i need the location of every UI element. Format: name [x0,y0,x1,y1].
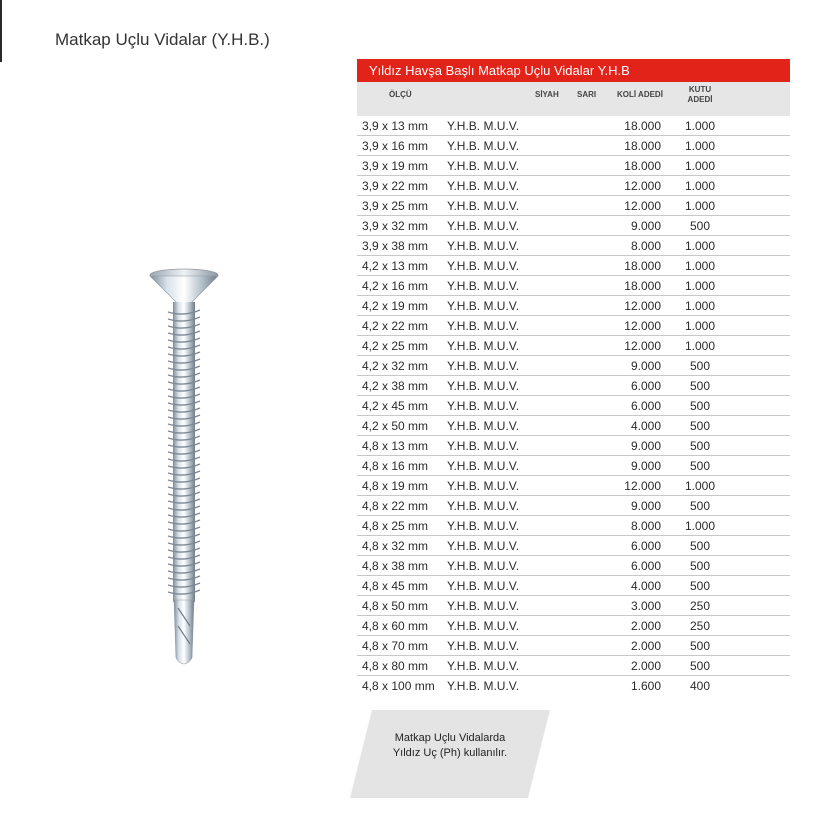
row-kutu-cell: 500 [689,539,711,553]
table-row [357,156,790,176]
row-code-cell: Y.H.B. M.U.V. [447,119,520,133]
row-code-cell: Y.H.B. M.U.V. [447,159,520,173]
table-row [357,376,790,396]
row-size-cell: 4,8 x 60 mm [362,619,429,633]
table-row [357,316,790,336]
row-code-cell: Y.H.B. M.U.V. [447,659,520,673]
row-code-cell: Y.H.B. M.U.V. [447,639,520,653]
row-koli-cell: 9.000 [630,219,661,233]
row-koli-cell: 12.000 [624,319,661,333]
row-code-cell: Y.H.B. M.U.V. [447,339,520,353]
row-size-cell: 3,9 x 13 mm [362,119,429,133]
row-size-cell: 3,9 x 16 mm [362,139,429,153]
row-kutu-cell: 500 [689,439,711,453]
row-code-cell: Y.H.B. M.U.V. [447,399,520,413]
row-size-cell: 4,8 x 25 mm [362,519,429,533]
table-row [357,276,790,296]
self-drilling-screw-image [144,268,224,678]
table-row [357,396,790,416]
table-row [357,196,790,216]
row-koli-cell: 6.000 [630,539,661,553]
row-code-cell: Y.H.B. M.U.V. [447,599,520,613]
row-code-cell: Y.H.B. M.U.V. [447,279,520,293]
table-row [357,616,790,636]
row-kutu-cell: 250 [689,619,711,633]
row-koli-cell: 1.600 [630,679,661,693]
row-kutu-cell: 500 [689,579,711,593]
row-code-cell: Y.H.B. M.U.V. [447,379,520,393]
row-size-cell: 3,9 x 38 mm [362,239,429,253]
row-size-cell: 4,2 x 16 mm [362,279,429,293]
row-code-cell: Y.H.B. M.U.V. [447,619,520,633]
row-size-cell: 3,9 x 32 mm [362,219,429,233]
header-olcu: ÖLÇÜ [389,90,412,99]
table-row [357,336,790,356]
row-kutu-cell: 1.000 [684,299,716,313]
row-code-cell: Y.H.B. M.U.V. [447,579,520,593]
row-size-cell: 3,9 x 22 mm [362,179,429,193]
table-title-bar: Yıldız Havşa Başlı Matkap Uçlu Vidalar Y.H.B [357,59,790,82]
row-kutu-cell: 250 [689,599,711,613]
row-size-cell: 4,8 x 13 mm [362,439,429,453]
row-size-cell: 4,8 x 32 mm [362,539,429,553]
row-koli-cell: 9.000 [630,439,661,453]
row-kutu-cell: 1.000 [684,479,716,493]
row-size-cell: 4,2 x 25 mm [362,339,429,353]
row-code-cell: Y.H.B. M.U.V. [447,239,520,253]
row-koli-cell: 3.000 [630,599,661,613]
row-koli-cell: 18.000 [624,159,661,173]
row-koli-cell: 12.000 [624,479,661,493]
row-kutu-cell: 500 [689,639,711,653]
note-line-2: Yıldız Uç (Ph) kullanılır. [392,747,508,759]
row-kutu-cell: 500 [689,379,711,393]
header-koli-adedi: KOLİ ADEDİ [617,90,663,99]
table-row [357,436,790,456]
table-row [357,256,790,276]
row-size-cell: 4,8 x 100 mm [362,679,435,693]
table-row [357,136,790,156]
row-koli-cell: 8.000 [630,239,661,253]
note-box [350,710,550,798]
row-koli-cell: 18.000 [624,119,661,133]
row-code-cell: Y.H.B. M.U.V. [447,419,520,433]
row-koli-cell: 4.000 [630,419,661,433]
row-size-cell: 4,2 x 22 mm [362,319,429,333]
row-koli-cell: 2.000 [630,619,661,633]
row-size-cell: 4,2 x 13 mm [362,259,429,273]
row-size-cell: 4,8 x 22 mm [362,499,429,513]
row-code-cell: Y.H.B. M.U.V. [447,259,520,273]
table-row [357,576,790,596]
row-size-cell: 4,2 x 32 mm [362,359,429,373]
row-kutu-cell: 1.000 [684,259,716,273]
row-size-cell: 3,9 x 19 mm [362,159,429,173]
row-kutu-cell: 500 [689,219,711,233]
row-code-cell: Y.H.B. M.U.V. [447,199,520,213]
row-koli-cell: 2.000 [630,659,661,673]
row-kutu-cell: 1.000 [684,139,716,153]
row-code-cell: Y.H.B. M.U.V. [447,299,520,313]
header-sari: SARI [577,90,597,99]
table-row [357,676,790,696]
row-size-cell: 4,2 x 38 mm [362,379,429,393]
note-line-1: Matkap Uçlu Vidalarda [394,732,506,744]
row-code-cell: Y.H.B. M.U.V. [447,139,520,153]
row-size-cell: 4,8 x 50 mm [362,599,429,613]
table-row [357,516,790,536]
table-row [357,596,790,616]
table-row [357,116,790,136]
row-kutu-cell: 1.000 [684,519,716,533]
row-code-cell: Y.H.B. M.U.V. [447,459,520,473]
table-row [357,476,790,496]
row-size-cell: 4,8 x 45 mm [362,579,429,593]
row-size-cell: 4,8 x 70 mm [362,639,429,653]
row-size-cell: 4,8 x 38 mm [362,559,429,573]
row-size-cell: 4,2 x 19 mm [362,299,429,313]
row-kutu-cell: 1.000 [684,119,716,133]
row-code-cell: Y.H.B. M.U.V. [447,479,520,493]
table-row [357,356,790,376]
row-kutu-cell: 400 [689,679,711,693]
row-kutu-cell: 500 [689,399,711,413]
left-edge-divider [0,0,2,62]
row-code-cell: Y.H.B. M.U.V. [447,679,520,693]
row-code-cell: Y.H.B. M.U.V. [447,439,520,453]
table-row [357,176,790,196]
row-kutu-cell: 1.000 [684,179,716,193]
row-size-cell: 4,2 x 45 mm [362,399,429,413]
row-size-cell: 4,8 x 80 mm [362,659,429,673]
row-code-cell: Y.H.B. M.U.V. [447,359,520,373]
table-body [357,116,790,696]
row-koli-cell: 6.000 [630,379,661,393]
row-code-cell: Y.H.B. M.U.V. [447,519,520,533]
row-code-cell: Y.H.B. M.U.V. [447,219,520,233]
row-koli-cell: 18.000 [624,259,661,273]
row-koli-cell: 12.000 [624,339,661,353]
row-code-cell: Y.H.B. M.U.V. [447,539,520,553]
header-kutu-adedi: KUTU ADEDİ [687,85,713,104]
table-row [357,236,790,256]
row-kutu-cell: 1.000 [684,279,716,293]
row-koli-cell: 12.000 [624,179,661,193]
row-kutu-cell: 1.000 [684,159,716,173]
row-kutu-cell: 500 [689,359,711,373]
row-size-cell: 3,9 x 25 mm [362,199,429,213]
row-koli-cell: 4.000 [630,579,661,593]
table-row [357,536,790,556]
row-koli-cell: 9.000 [630,499,661,513]
row-koli-cell: 6.000 [630,559,661,573]
table-row [357,636,790,656]
row-koli-cell: 8.000 [630,519,661,533]
page-title: Matkap Uçlu Vidalar (Y.H.B.) [55,30,270,49]
table-row [357,216,790,236]
row-koli-cell: 2.000 [630,639,661,653]
row-kutu-cell: 500 [689,419,711,433]
row-size-cell: 4,8 x 16 mm [362,459,429,473]
row-koli-cell: 12.000 [624,199,661,213]
note-text [370,731,530,761]
row-kutu-cell: 1.000 [684,319,716,333]
row-koli-cell: 6.000 [630,399,661,413]
table-row [357,496,790,516]
row-kutu-cell: 500 [689,559,711,573]
row-kutu-cell: 1.000 [684,239,716,253]
table-row [357,296,790,316]
table-row [357,456,790,476]
row-kutu-cell: 1.000 [684,339,716,353]
row-koli-cell: 9.000 [630,359,661,373]
row-kutu-cell: 500 [689,659,711,673]
row-code-cell: Y.H.B. M.U.V. [447,179,520,193]
row-code-cell: Y.H.B. M.U.V. [447,319,520,333]
table-row [357,416,790,436]
row-koli-cell: 12.000 [624,299,661,313]
row-kutu-cell: 500 [689,499,711,513]
row-kutu-cell: 1.000 [684,199,716,213]
row-code-cell: Y.H.B. M.U.V. [447,499,520,513]
product-table [357,59,790,696]
row-size-cell: 4,2 x 50 mm [362,419,429,433]
row-koli-cell: 18.000 [624,139,661,153]
row-koli-cell: 18.000 [624,279,661,293]
row-kutu-cell: 500 [689,459,711,473]
table-row [357,656,790,676]
row-code-cell: Y.H.B. M.U.V. [447,559,520,573]
header-siyah: SİYAH [535,90,559,99]
row-size-cell: 4,8 x 19 mm [362,479,429,493]
row-koli-cell: 9.000 [630,459,661,473]
table-row [357,556,790,576]
table-header [357,82,790,116]
